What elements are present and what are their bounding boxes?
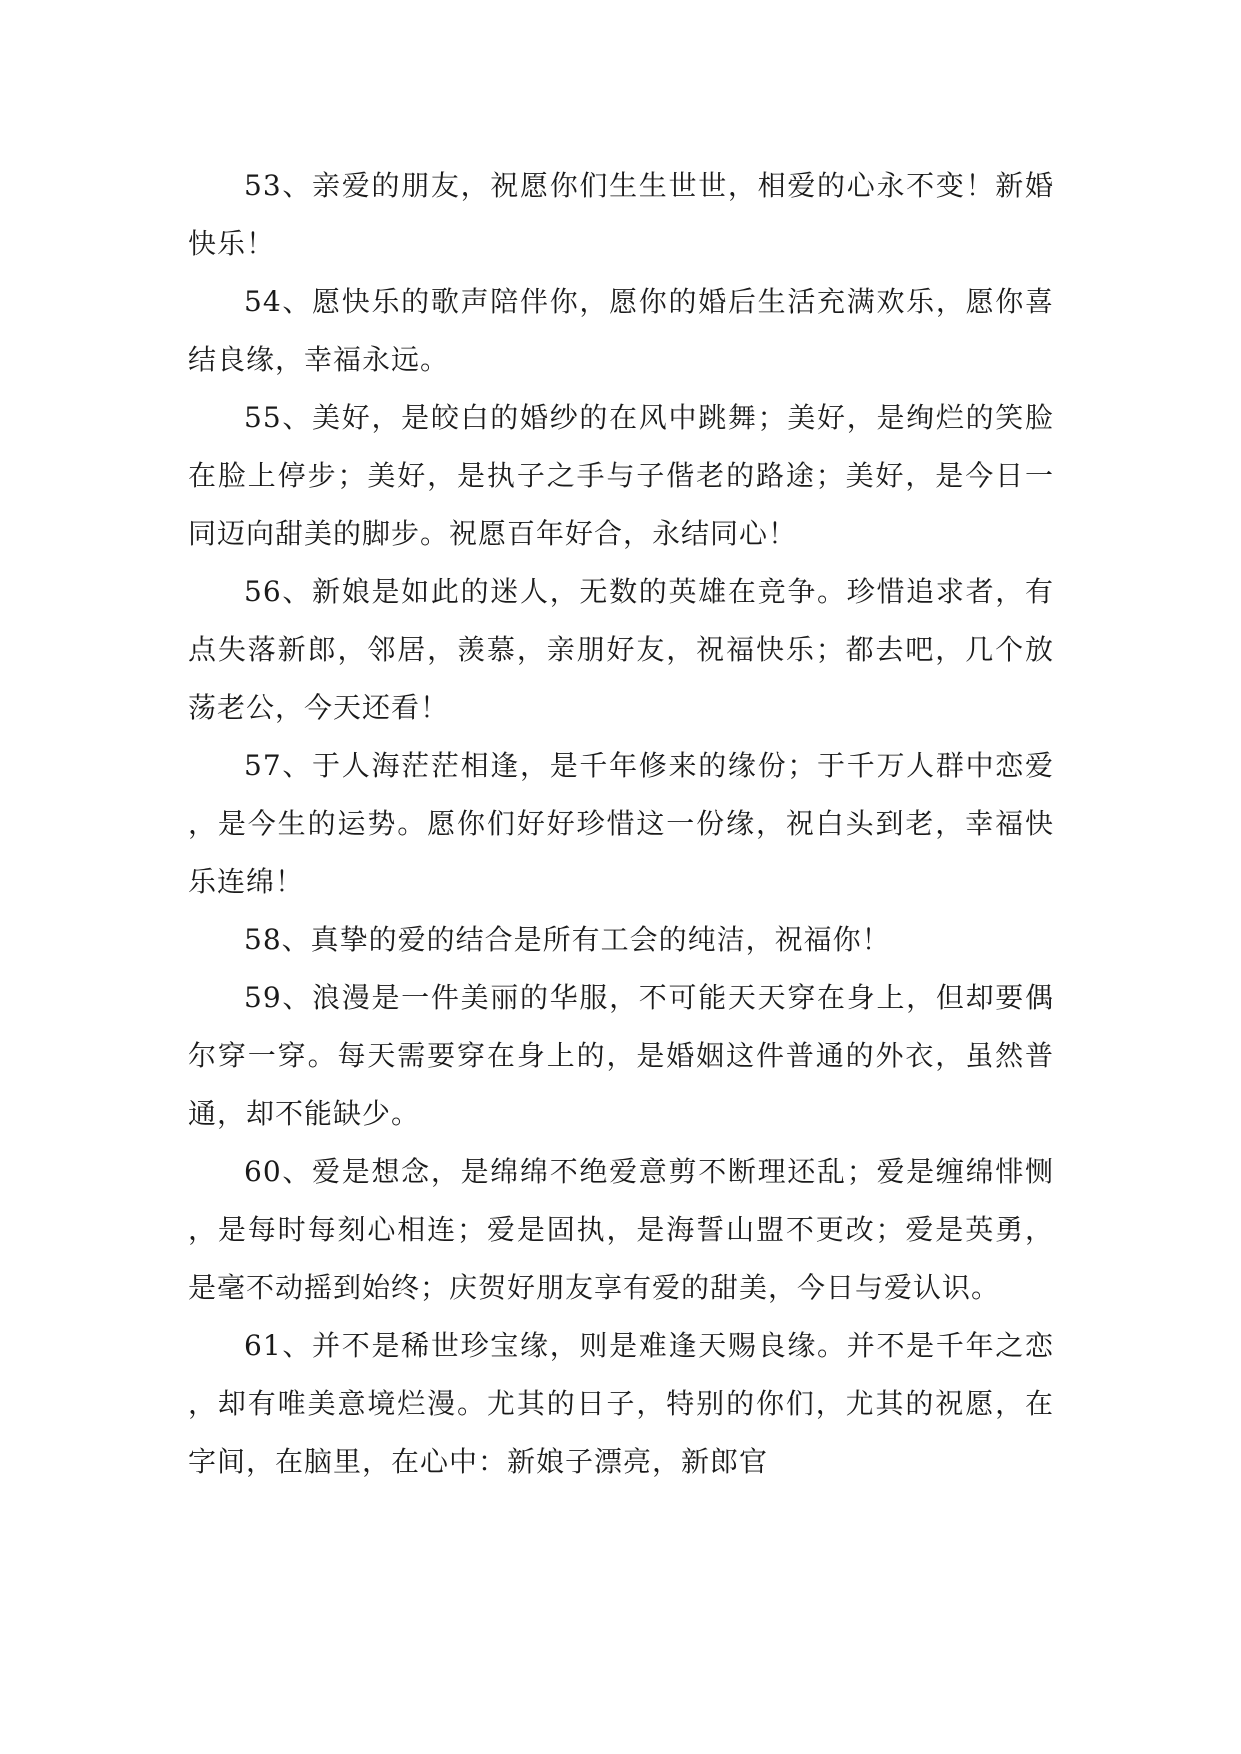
paragraph-57: 57、于人海茫茫相逢，是千年修来的缘份；于千万人群中恋爱，是今生的运势。愿你们好好珍惜这一份缘，祝白头到老，幸福快乐连绵！ — [188, 749, 1054, 898]
paragraph-56: 56、新娘是如此的迷人，无数的英雄在竞争。珍惜追求者，有点失落新郎，邻居，羡慕，亲朋好友，祝福快乐；都去吧，几个放荡老公，今天还看！ — [188, 575, 1054, 724]
document-page — [188, 157, 1054, 1491]
paragraph-53: 53、亲爱的朋友，祝愿你们生生世世，相爱的心永不变！新婚快乐！ — [188, 169, 1054, 260]
paragraph-58: 58、真挚的爱的结合是所有工会的纯洁，祝福你！ — [244, 923, 891, 956]
paragraph-55: 55、美好，是皎白的婚纱的在风中跳舞；美好，是绚烂的笑脸在脸上停步；美好，是执子之手与子偕老的路途；美好，是今日一同迈向甜美的脚步。祝愿百年好合，永结同心！ — [188, 401, 1054, 550]
paragraph-59: 59、浪漫是一件美丽的华服，不可能天天穿在身上，但却要偶尔穿一穿。每天需要穿在身上的，是婚姻这件普通的外衣，虽然普通，却不能缺少。 — [188, 981, 1054, 1130]
paragraph-54: 54、愿快乐的歌声陪伴你，愿你的婚后生活充满欢乐，愿你喜结良缘，幸福永远。 — [188, 285, 1054, 376]
paragraph-60: 60、爱是想念，是绵绵不绝爱意剪不断理还乱；爱是缠绵悱恻，是每时每刻心相连；爱是固执，是海誓山盟不更改；爱是英勇，是毫不动摇到始终；庆贺好朋友享有爱的甜美，今日与爱认识。 — [188, 1155, 1054, 1304]
paragraph-61: 61、并不是稀世珍宝缘，则是难逢天赐良缘。并不是千年之恋，却有唯美意境烂漫。尤其的日子，特别的你们，尤其的祝愿，在字间，在脑里，在心中：新娘子漂亮，新郎官 — [188, 1329, 1054, 1478]
